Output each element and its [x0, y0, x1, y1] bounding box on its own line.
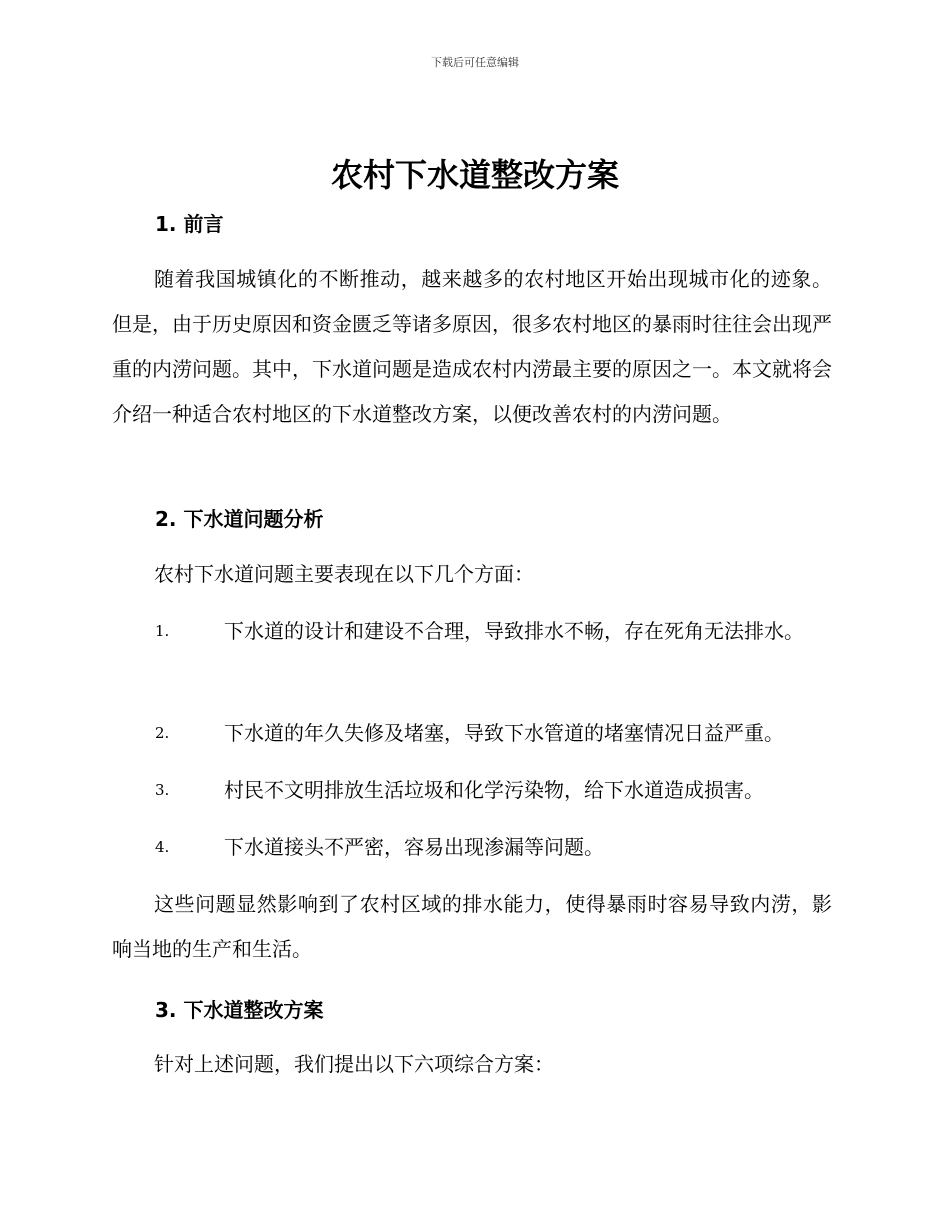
- plan-intro: 针对上述问题，我们提出以下六项综合方案：: [154, 1052, 554, 1076]
- section-heading-plan: 3. 下水道整改方案: [155, 998, 324, 1022]
- list-item-number: 3.: [155, 781, 170, 799]
- list-item-text: 下水道的设计和建设不合理，导致排水不畅，存在死角无法排水。: [224, 619, 804, 643]
- analysis-conclusion: 这些问题显然影响到了农村区域的排水能力，使得暴雨时容易导致内涝，影响当地的生产和生活。: [112, 892, 832, 961]
- document-title: 农村下水道整改方案: [330, 156, 619, 194]
- list-item-number: 1.: [155, 622, 170, 640]
- section-heading-preface: 1. 前言: [155, 212, 224, 236]
- section-heading-analysis: 2. 下水道问题分析: [155, 507, 324, 531]
- list-item: [112, 768, 832, 813]
- header-note: 下载后可任意编辑: [431, 56, 519, 69]
- list-item: [112, 711, 832, 756]
- list-item-number: 2.: [155, 724, 170, 742]
- list-item-text: 下水道接头不严密，容易出现渗漏等问题。: [224, 835, 604, 859]
- list-item: [112, 609, 832, 654]
- list-item-text: 村民不文明排放生活垃圾和化学污染物，给下水道造成损害。: [224, 778, 764, 802]
- analysis-intro: 农村下水道问题主要表现在以下几个方面：: [154, 562, 534, 586]
- list-item: [112, 825, 832, 870]
- preface-paragraph: 随着我国城镇化的不断推动，越来越多的农村地区开始出现城市化的迹象。但是，由于历史原因和资金匮乏等诸多原因，很多农村地区的暴雨时往往会出现严重的内涝问题。其中，下水道问题是造成农村内涝最主要的原因之一。本文就将会介绍一种适合农村地区的下水道整改方案，以便改善农村的内涝问题。: [112, 267, 832, 426]
- list-item-text: 下水道的年久失修及堵塞，导致下水管道的堵塞情况日益严重。: [224, 721, 784, 745]
- list-item-number: 4.: [155, 838, 170, 856]
